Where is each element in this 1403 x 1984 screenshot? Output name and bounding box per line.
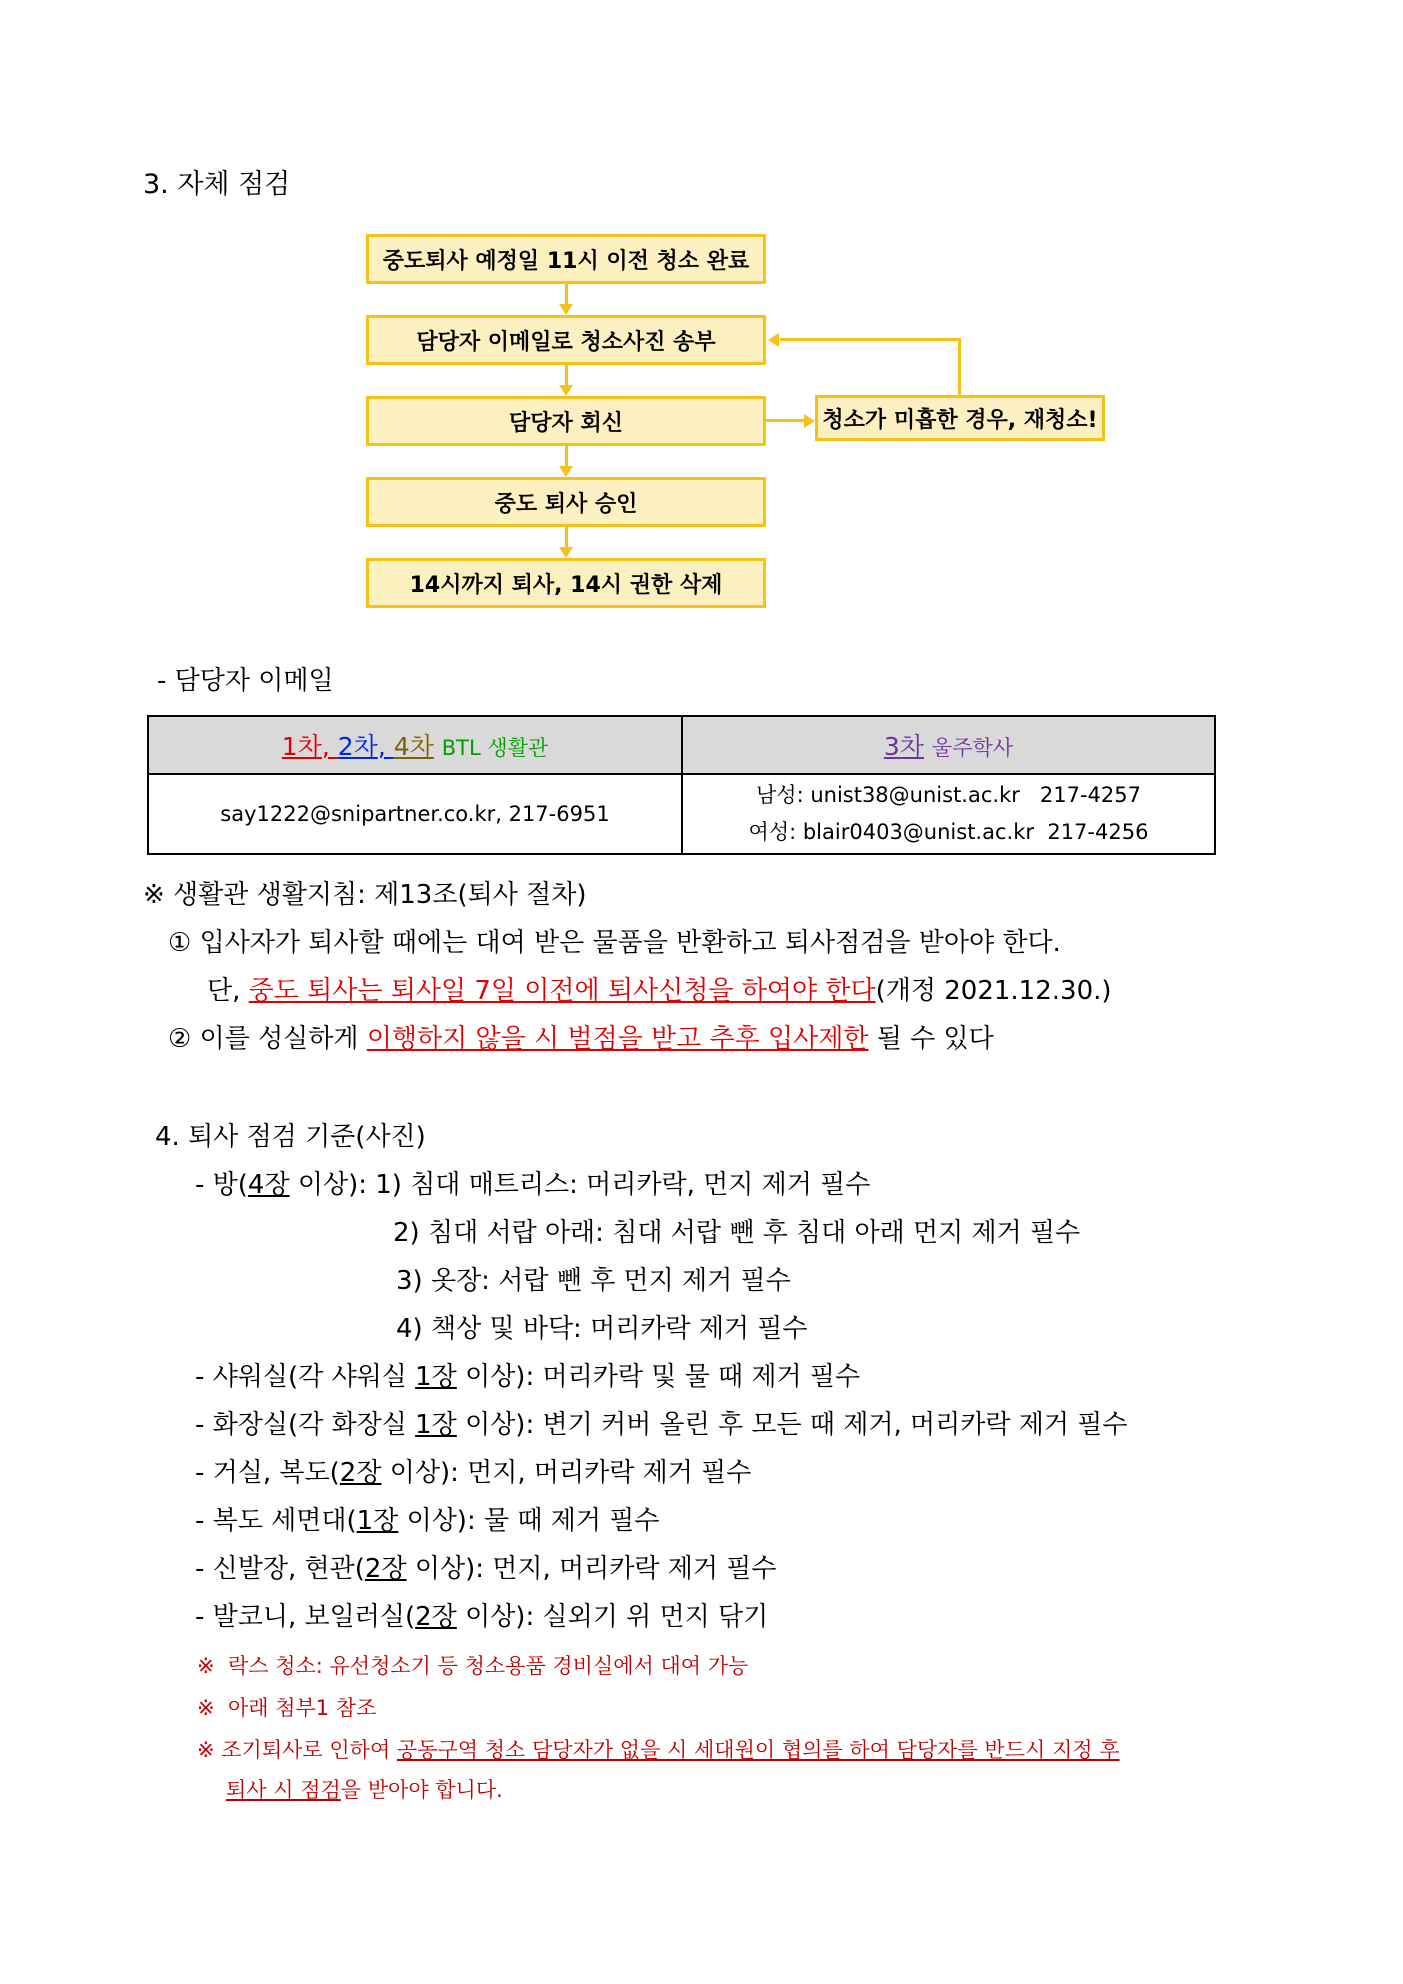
rules-item-1b [207, 970, 1112, 1007]
criteria-living-post: 이상): 먼지, 머리카락 제거 필수 [381, 1458, 752, 1488]
email-table-header-ulju [682, 716, 1215, 774]
flow-return-vertical [958, 338, 961, 395]
criteria-room [195, 1164, 870, 1201]
criteria-room-4: 4) 책상 및 바닥: 머리카락 제거 필수 [396, 1314, 808, 1344]
flow-step-3: 담당자 회신 [366, 396, 766, 446]
criteria-shower-pre: - 샤워실(각 샤워실 [195, 1362, 416, 1392]
header-btl-label: BTL 생활관 [441, 736, 549, 760]
criteria-toilet-count: 1장 [415, 1410, 457, 1440]
criteria-balcony [195, 1596, 768, 1633]
criteria-living-pre: - 거실, 복도( [195, 1458, 340, 1488]
section4-title: 4. 퇴사 점검 기준(사진) [155, 1122, 426, 1152]
criteria-sink [195, 1500, 659, 1537]
flow-step-4: 중도 퇴사 승인 [366, 477, 766, 527]
contact-female: 여성: blair0403@unist.ac.kr 217-4256 [748, 820, 1149, 844]
email-table-btl-contact: say1222@snipartner.co.kr, 217-6951 [148, 774, 682, 854]
flow-return-arrowhead [768, 333, 779, 347]
rules-item-1b-post: (개정 2021.12.30.) [875, 976, 1112, 1006]
email-table [147, 715, 1216, 855]
criteria-sink-post: 이상): 물 때 제거 필수 [398, 1506, 660, 1536]
flow-arrowhead-1 [559, 304, 573, 315]
criteria-toilet-pre: - 화장실(각 화장실 [195, 1410, 416, 1440]
criteria-room-2: 2) 침대 서랍 아래: 침대 서랍 뺀 후 침대 아래 먼지 제거 필수 [393, 1218, 1081, 1248]
header-sep-1: , [321, 732, 338, 761]
contact-male: 남성: unist38@unist.ac.kr 217-4257 [756, 783, 1141, 807]
note-bleach: ※ 락스 청소: 유선청소기 등 청소용품 경비실에서 대여 가능 [197, 1654, 749, 1678]
criteria-shower-post: 이상): 머리카락 및 물 때 제거 필수 [456, 1362, 861, 1392]
criteria-shoe-post: 이상): 먼지, 머리카락 제거 필수 [406, 1554, 777, 1584]
flow-step-5: 14시까지 퇴사, 14시 권한 삭제 [366, 558, 766, 608]
rules-item-1: ① 입사자가 퇴사할 때에는 대여 받은 물품을 반환하고 퇴사점검을 받아야 한다. [168, 928, 1061, 958]
note-attachment: ※ 아래 첨부1 참조 [197, 1696, 377, 1720]
email-table-header-row [148, 716, 1215, 774]
flow-side-box: 청소가 미흡한 경우, 재청소! [815, 395, 1105, 441]
criteria-toilet [195, 1404, 1127, 1441]
section3-title: 3. 자체 점검 [143, 169, 291, 200]
rules-item-2-post: 될 수 있다 [868, 1024, 994, 1054]
flow-arrowhead-4 [559, 547, 573, 558]
rules-item-2-pre: ② 이를 성실하게 [168, 1024, 367, 1054]
flow-arrowhead-to-side [804, 414, 815, 428]
header-round-1: 1차 [281, 732, 322, 761]
criteria-balcony-post: 이상): 실외기 위 먼지 닦기 [456, 1602, 769, 1632]
criteria-shoe [195, 1548, 776, 1585]
email-table-ulju-contact [682, 774, 1215, 854]
rules-title: ※ 생활관 생활지침: 제13조(퇴사 절차) [143, 880, 587, 910]
flow-step-2: 담당자 이메일로 청소사진 송부 [366, 315, 766, 365]
criteria-shower [195, 1356, 860, 1393]
criteria-living-count: 2장 [339, 1458, 382, 1488]
criteria-shoe-pre: - 신발장, 현관( [195, 1554, 365, 1584]
rules-item-1b-highlight: 중도 퇴사는 퇴사일 7일 이전에 퇴사신청을 하여야 한다 [248, 976, 876, 1006]
header-round-3: 3차 [883, 732, 924, 761]
note-early-leave-post: 을 받아야 합니다. [340, 1778, 503, 1802]
criteria-room-pre: - 방( [195, 1170, 248, 1200]
criteria-balcony-pre: - 발코니, 보일러실( [195, 1602, 416, 1632]
criteria-room-count: 4장 [247, 1170, 290, 1200]
header-sep-2: , [377, 732, 394, 761]
criteria-sink-pre: - 복도 세면대( [195, 1506, 357, 1536]
criteria-shoe-count: 2장 [364, 1554, 407, 1584]
note-early-leave-2 [226, 1774, 503, 1804]
criteria-balcony-count: 2장 [415, 1602, 457, 1632]
email-table-body-row [148, 774, 1215, 854]
email-table-header-btl [148, 716, 682, 774]
note-early-leave-underlined: 공동구역 청소 담당자가 없을 시 세대원이 협의를 하여 담당자를 반드시 지정 후 [396, 1738, 1120, 1762]
note-early-leave [197, 1734, 1120, 1764]
flow-return-horizontal [780, 338, 961, 341]
header-ulju-label: 울주학사 [931, 736, 1014, 760]
rules-item-2-highlight: 이행하지 않을 시 벌점을 받고 추후 입사제한 [366, 1024, 869, 1054]
note-early-leave-inspection: 퇴사 시 점검 [226, 1778, 341, 1802]
rules-item-1b-pre: 단, [207, 976, 249, 1006]
flow-step-1: 중도퇴사 예정일 11시 이전 청소 완료 [366, 234, 766, 284]
criteria-toilet-post: 이상): 변기 커버 올린 후 모든 때 제거, 머리카락 제거 필수 [456, 1410, 1128, 1440]
email-heading: - 담당자 이메일 [157, 666, 334, 696]
flow-arrowhead-3 [559, 466, 573, 477]
criteria-room-3: 3) 옷장: 서랍 뺀 후 먼지 제거 필수 [396, 1266, 791, 1296]
header-round-4: 4차 [393, 732, 434, 761]
flow-arrowhead-2 [559, 385, 573, 396]
header-round-2: 2차 [337, 732, 378, 761]
criteria-sink-count: 1장 [356, 1506, 399, 1536]
flow-arrow-to-side [766, 419, 806, 422]
criteria-living [195, 1452, 751, 1489]
criteria-room-post: 이상): 1) 침대 매트리스: 머리카락, 먼지 제거 필수 [289, 1170, 871, 1200]
note-early-leave-pre: ※ 조기퇴사로 인하여 [197, 1738, 397, 1762]
criteria-shower-count: 1장 [415, 1362, 457, 1392]
rules-item-2 [168, 1018, 994, 1055]
